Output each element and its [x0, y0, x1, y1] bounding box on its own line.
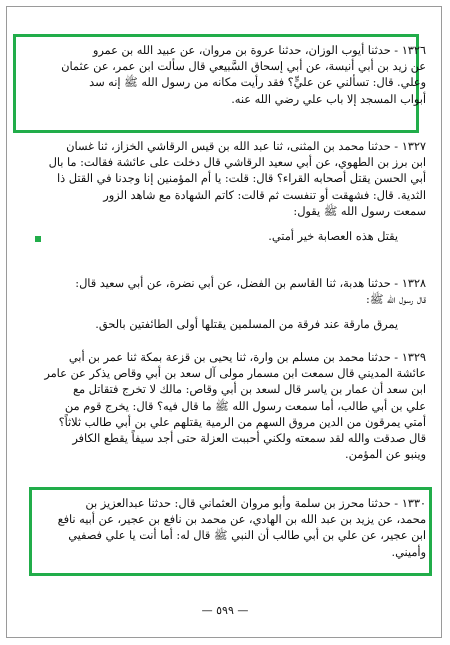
text-line: قال رسول الله ﷺ: [366, 293, 426, 307]
text-line: قال صدقت والله لقد سمعته ولكني أحببت العزلة حتى أجد سيفاً يقطع الكافر [72, 432, 426, 446]
text-line: ١٣٢٨ - حدثنا هدبة، ثنا القاسم بن الفضل، عن أبي نضرة، عن أبي سعيد قال: [75, 277, 426, 290]
text-line: عائشة المديني قال سمعت ابن مسمار مولى آل سعد بن أبي وقاص يذكر عن عامر [44, 367, 426, 381]
hadith-1326 [22, 43, 426, 108]
text-line: ١٣٣٠ - حدثنا محرز بن سلمة وأبو مروان العثماني قال: حدثنا عبدالعزيز بن [85, 497, 426, 510]
text-line: ابن عجير، عن علي بن أبي طالب أن النبي ﷺ قال له: أما أنت يا علي فصفيي [68, 529, 426, 543]
text-line: علي بن أبي طالب، أما سمعت رسول الله ﷺ ما قال فيه؟ قال: يخرج قوم من [64, 399, 426, 413]
text-line: ابن سعد أن عمار بن ياسر قال لسعد بن أبي وقاص: مالك لا تخرج فتقاتل مع [73, 383, 426, 397]
text-line: عن زيد بن أبي أنيسة، عن أبي إسحاق السَّبيعي قال سألت ابن عمر، عن عثمان [61, 60, 426, 74]
text-line: أبواب المسجد إلا باب علي رضي الله عنه. [231, 92, 426, 106]
text-line: ١٣٢٦ - حدثنا أيوب الوزان، حدثنا عروة بن مروان، عن عبيد الله بن عمرو [92, 44, 426, 57]
text-line: وينبو عن المؤمن. [345, 448, 426, 462]
text-line: وعلي. قال: تسألني عن عليٍّ؟ فقد رأيت مكانه من رسول الله ﷺ إنه سد [89, 76, 426, 90]
hadith-1330 [22, 496, 426, 561]
hadith-1329 [22, 350, 426, 463]
text-line: ١٣٢٧ - حدثنا محمد بن المثنى، ثنا عبد الله بن قيس الرقاشي الخزاز، ثنا غسان [66, 140, 426, 153]
hadith-1327 [22, 139, 426, 245]
text-line: وأميني. [391, 545, 426, 559]
text-line: ابن برز بن الطهوي، عن أبي سعيد الرقاشي قال دخلت على عائشة فقالت: ما بال [48, 156, 426, 170]
text-line: سمعت رسول الله ﷺ يقول: [293, 204, 426, 218]
hadith-1328 [22, 276, 426, 334]
hadith-quote: يقتل هذه العصابة خير أمتي. [268, 230, 398, 244]
text-line: الثدية. قال: فشهقت أو تنفست ثم قالت: كاتم الشهادة مع شاهد الزور [103, 188, 426, 202]
text-line: أمتي يمرقون من الدين مروق السهم من الرمية يقتلهم علي بن أبي طالب ثلاثاً؟ [58, 415, 426, 429]
text-line: محمد، عن يزيد بن عبد الله بن الهادي، عن محمد بن نافع بن عجير، عن أبيه نافع [57, 513, 426, 527]
text-line: أبي الحسن يقتل أصحابه القراء؟ قال: قلت: يا أم المؤمنين إنا وجدنا في القتل ذا [57, 172, 426, 186]
page-number: — ٥٩٩ — [201, 604, 249, 617]
text-line: ١٣٢٩ - حدثنا محمد بن مسلم بن وارة، ثنا يحيى بن قزعة بمكة ثنا عمر بن أبي [68, 351, 426, 364]
hadith-quote: يمرق مارقة عند فرقة من المسلمين يقتلها أولى الطائفتين بالحق. [95, 318, 398, 332]
